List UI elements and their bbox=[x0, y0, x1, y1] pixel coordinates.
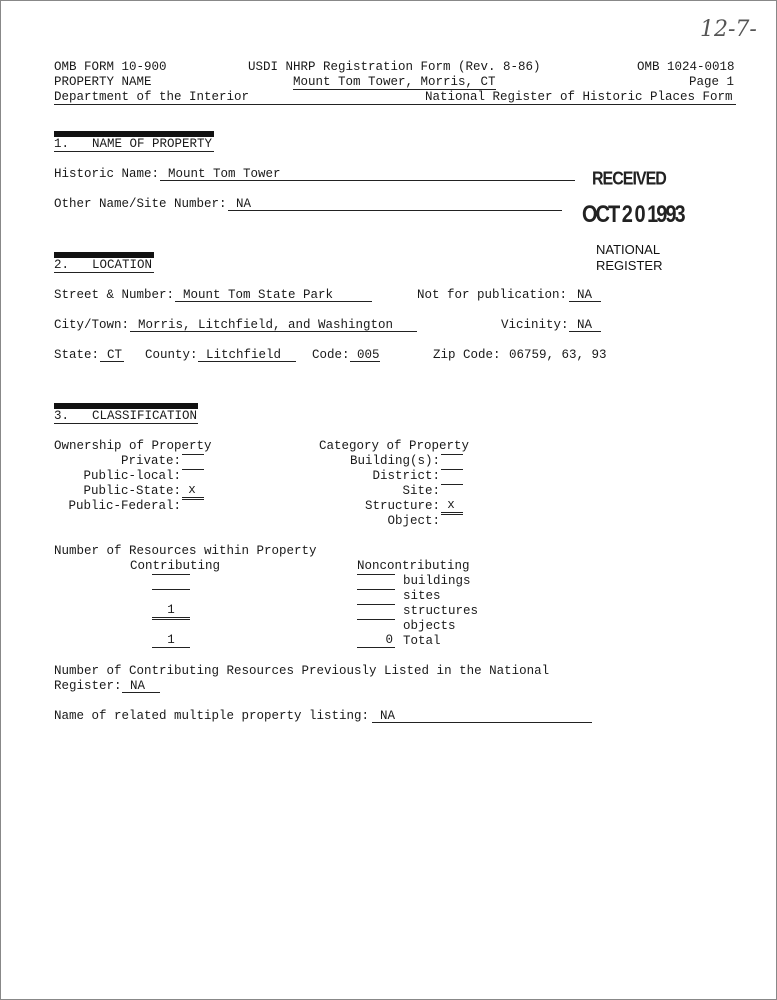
other-name-value: NA bbox=[236, 197, 252, 211]
resource-buildings-noncontributing bbox=[357, 574, 395, 575]
code-value: 005 bbox=[357, 348, 380, 362]
category-structure-label: Structure: bbox=[364, 499, 440, 513]
ownership-private-label: Private: bbox=[120, 454, 181, 468]
national-stamp: NATIONAL bbox=[596, 242, 661, 257]
section-1-rule bbox=[54, 151, 214, 152]
vicinity-value: NA bbox=[577, 318, 593, 332]
resource-total-contributing: 1 bbox=[152, 634, 190, 648]
other-name-line bbox=[228, 210, 562, 211]
category-heading: Category of Property bbox=[319, 439, 470, 453]
section-3-rule bbox=[54, 423, 198, 424]
not-publication-line bbox=[569, 301, 601, 302]
not-publication-label: Not for publication: bbox=[417, 288, 568, 302]
section-2-rule bbox=[54, 272, 154, 273]
zip-label: Zip Code: bbox=[433, 348, 501, 362]
ownership-heading: Ownership of Property bbox=[54, 439, 212, 453]
property-name-text: Mount Tom Tower, Morris, CT bbox=[293, 75, 496, 89]
resource-buildings-type: buildings bbox=[403, 574, 471, 588]
property-name-value bbox=[293, 75, 496, 90]
ownership-local-label: Public-local: bbox=[83, 469, 181, 483]
resource-structures-type: structures bbox=[403, 604, 479, 618]
previously-listed-text: Number of Contributing Resources Previously Listed in the National bbox=[54, 664, 550, 678]
ownership-state-value: x bbox=[182, 484, 204, 498]
omb-number: OMB 1024-0018 bbox=[637, 60, 735, 74]
city-label: City/Town: bbox=[54, 318, 130, 332]
multiple-listing-line bbox=[372, 722, 592, 723]
category-object-label: Object: bbox=[387, 514, 440, 528]
noncontributing-heading: Noncontributing bbox=[357, 559, 470, 573]
historic-name-line bbox=[160, 180, 575, 181]
section-3-title: CLASSIFICATION bbox=[92, 409, 198, 423]
section-2-number: 2. bbox=[54, 258, 70, 272]
not-publication-value: NA bbox=[577, 288, 593, 302]
register-stamp: REGISTER bbox=[596, 258, 663, 273]
received-stamp: RECEIVED bbox=[592, 169, 666, 190]
resource-sites-contributing bbox=[152, 589, 190, 590]
property-name-label: PROPERTY NAME bbox=[54, 75, 152, 89]
form-title: USDI NHRP Registration Form (Rev. 8-86) bbox=[248, 60, 541, 74]
county-line bbox=[198, 361, 296, 362]
vicinity-line bbox=[569, 331, 601, 332]
resource-sites-type: sites bbox=[403, 589, 441, 603]
page-number: Page 1 bbox=[689, 75, 735, 89]
resources-heading: Number of Resources within Property bbox=[54, 544, 317, 558]
contributing-heading: Contributing bbox=[130, 559, 221, 573]
received-date-stamp: OCT 2 0 1993 bbox=[582, 201, 684, 229]
category-building-label: Building(s): bbox=[349, 454, 440, 468]
county-label: County: bbox=[145, 348, 198, 362]
previously-listed-line bbox=[122, 692, 160, 693]
form-number: OMB FORM 10-900 bbox=[54, 60, 167, 74]
section-1-title: NAME OF PROPERTY bbox=[92, 137, 213, 151]
ownership-private-value bbox=[182, 454, 204, 455]
ownership-federal-value bbox=[182, 499, 204, 500]
state-label: State: bbox=[54, 348, 100, 362]
city-line bbox=[130, 331, 417, 332]
historic-name-value: Mount Tom Tower bbox=[168, 167, 281, 181]
category-site-value bbox=[441, 484, 463, 485]
resource-objects-contributing bbox=[152, 619, 190, 620]
category-district-value bbox=[441, 469, 463, 470]
category-district-label: District: bbox=[372, 469, 440, 483]
previously-listed-label: Register: bbox=[54, 679, 122, 693]
resource-structures-noncontributing bbox=[357, 604, 395, 605]
street-label: Street & Number: bbox=[54, 288, 175, 302]
category-structure-value: x bbox=[441, 499, 463, 513]
category-object-value bbox=[441, 514, 463, 515]
code-label: Code: bbox=[312, 348, 350, 362]
resource-total-type: Total bbox=[403, 634, 441, 648]
category-building-value bbox=[441, 454, 463, 455]
multiple-listing-value: NA bbox=[380, 709, 396, 723]
county-value: Litchfield bbox=[206, 348, 282, 362]
vicinity-label: Vicinity: bbox=[501, 318, 569, 332]
code-line bbox=[350, 361, 380, 362]
multiple-listing-label: Name of related multiple property listing: bbox=[54, 709, 370, 723]
zip-value: 06759, 63, 93 bbox=[509, 348, 607, 362]
resource-structures-contributing: 1 bbox=[152, 604, 190, 618]
resource-sites-noncontributing bbox=[357, 589, 395, 590]
resource-objects-noncontributing bbox=[357, 619, 395, 620]
section-1-number: 1. bbox=[54, 137, 70, 151]
state-line bbox=[100, 361, 124, 362]
header-rule bbox=[54, 104, 736, 105]
department: Department of the Interior bbox=[54, 90, 250, 104]
handwritten-note: 12-7- bbox=[700, 17, 757, 42]
resource-buildings-contributing bbox=[152, 574, 190, 575]
category-site-label: Site: bbox=[402, 484, 440, 498]
historic-name-label: Historic Name: bbox=[54, 167, 160, 181]
ownership-federal-label: Public-Federal: bbox=[68, 499, 181, 513]
section-3-number: 3. bbox=[54, 409, 70, 423]
register-form: National Register of Historic Places Form bbox=[425, 90, 733, 104]
ownership-local-value bbox=[182, 469, 204, 470]
ownership-state-label: Public-State: bbox=[83, 484, 181, 498]
previously-listed-value: NA bbox=[130, 679, 146, 693]
section-2-title: LOCATION bbox=[92, 258, 153, 272]
city-value: Morris, Litchfield, and Washington bbox=[138, 318, 394, 332]
resource-objects-type: objects bbox=[403, 619, 456, 633]
street-value: Mount Tom State Park bbox=[183, 288, 334, 302]
other-name-label: Other Name/Site Number: bbox=[54, 197, 227, 211]
street-line bbox=[175, 301, 372, 302]
resource-total-noncontributing: 0 bbox=[357, 634, 395, 648]
state-value: CT bbox=[107, 348, 123, 362]
